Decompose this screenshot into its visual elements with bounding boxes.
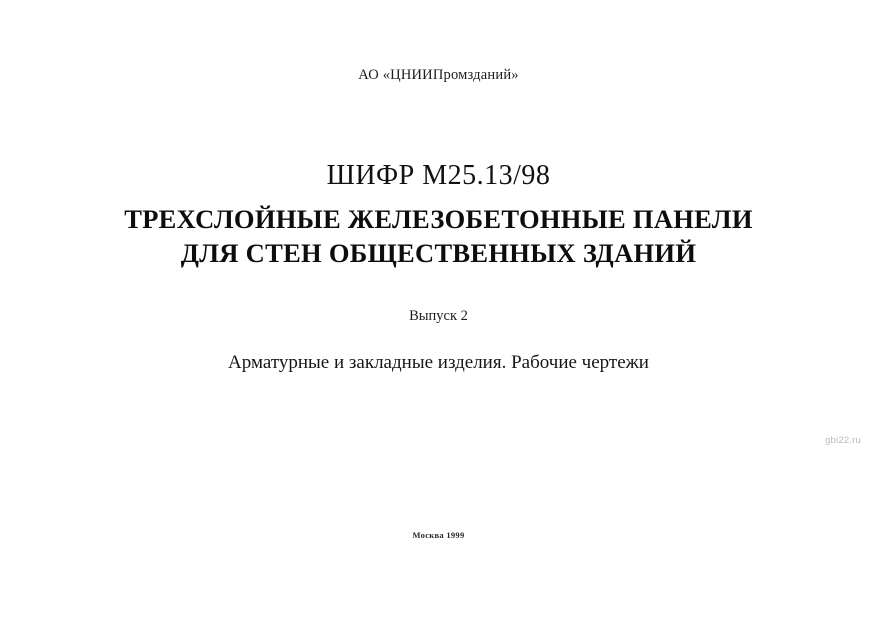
document-subtitle: Арматурные и закладные изделия. Рабочие чертежи xyxy=(228,352,649,373)
site-watermark: gbi22.ru xyxy=(825,435,861,446)
title-line-1: ТРЕХСЛОЙНЫЕ ЖЕЛЕЗОБЕТОННЫЕ ПАНЕЛИ xyxy=(124,204,753,234)
document-code: ШИФР М25.13/98 xyxy=(326,160,551,191)
organization-name: АО «ЦНИИПромзданий» xyxy=(358,67,519,83)
issue-number: Выпуск 2 xyxy=(409,308,468,324)
document-title xyxy=(0,203,877,271)
publication-imprint: Москва 1999 xyxy=(412,530,465,540)
title-line-2: ДЛЯ СТЕН ОБЩЕСТВЕННЫХ ЗДАНИЙ xyxy=(180,237,697,268)
